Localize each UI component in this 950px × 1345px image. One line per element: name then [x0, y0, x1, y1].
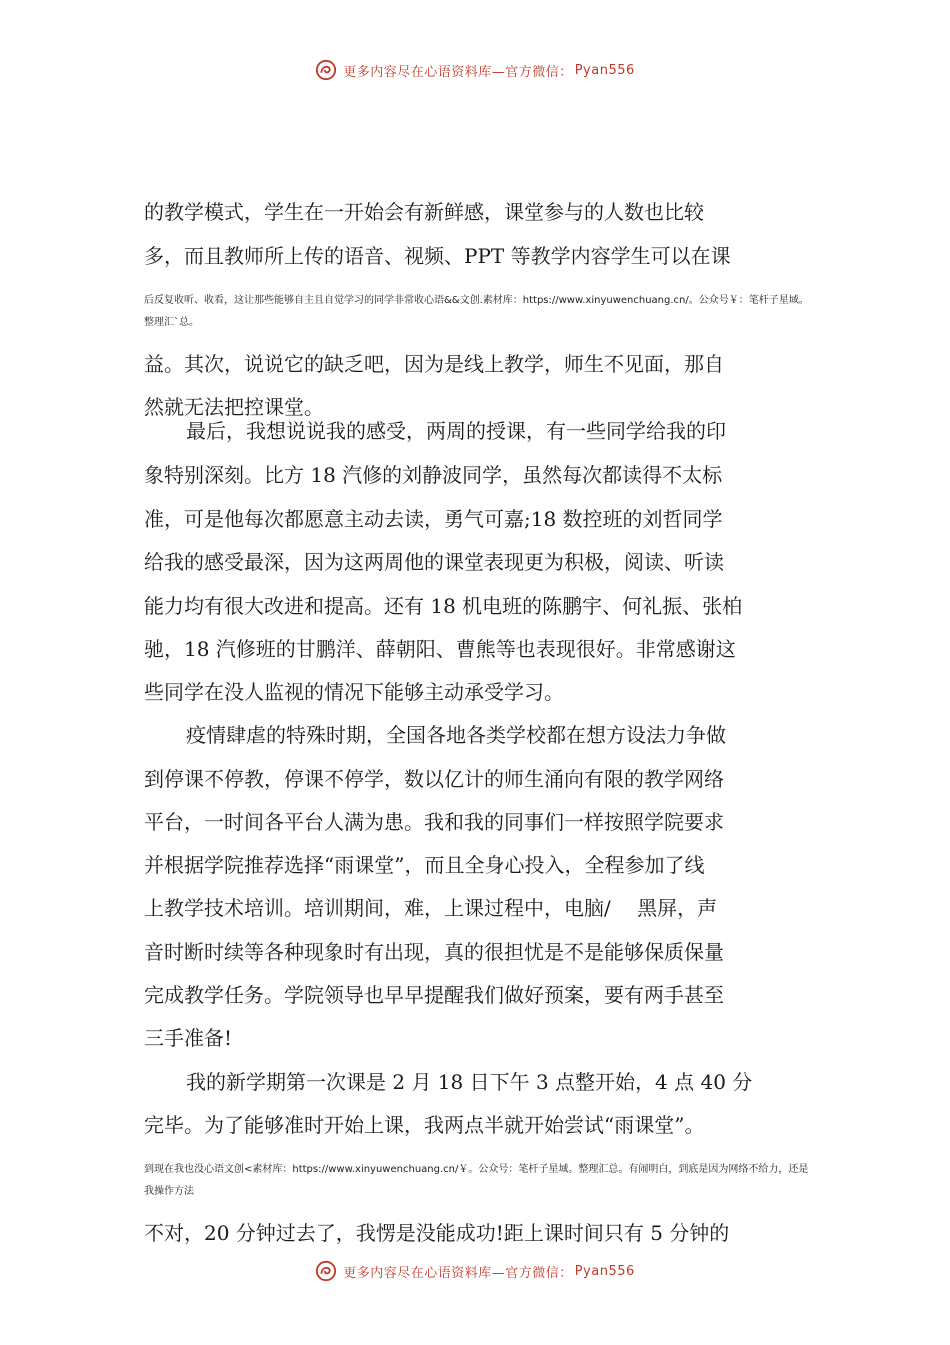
- body-line: 象特别深刻。比方 18 汽修的刘静波同学，虽然每次都读得不太标: [144, 463, 723, 487]
- body-line: 疫情肆虐的特殊时期，全国各地各类学校都在想方设法力争做: [186, 723, 726, 747]
- body-line: 到停课不停教，停课不停学，数以亿计的师生涌向有限的教学网络: [144, 767, 724, 791]
- body-line: 能力均有很大改进和提高。还有 18 机电班的陈鹏宇、何礼振、张柏: [144, 594, 743, 618]
- body-line: 音时断时续等各种现象时有出现，真的很担忧是不是能够保质保量: [144, 940, 724, 964]
- body-line: 最后，我想说说我的感受，两周的授课，有一些同学给我的印: [186, 419, 726, 443]
- body-line: 给我的感受最深，因为这两周他的课堂表现更为积极，阅读、听读: [144, 550, 724, 574]
- banner-text: 更多内容尽在心语资料库—官方微信：: [343, 1265, 573, 1281]
- watermark-note: 到现在我也没心语文创<素材库：https://www.xinyuwenchuang.cn/￥。公众号：笔杆子星域。整理汇总。有闹明白，到底是因为网络不给力，还是: [144, 1164, 809, 1175]
- watermark-note: 后反复收听、收看，这让那些能够自主且自觉学习的同学非常收心语&&文创.素材库：https://www.xinyuwenchuang.cn/。公众号￥：笔杆子星域。: [144, 295, 809, 306]
- body-line: 三手准备!: [144, 1026, 233, 1050]
- body-line: 并根据学院推荐选择“雨课堂”，而且全身心投入，全程参加了线: [144, 853, 705, 877]
- body-line: 然就无法把控课堂。: [144, 395, 324, 419]
- body-line: 驰，18 汽修班的甘鹏洋、薛朝阳、曹熊等也表现很好。非常感谢这: [144, 637, 736, 661]
- watermark-note: 整理汇`总。: [144, 317, 199, 328]
- body-line: 益。其次，说说它的缺乏吧，因为是线上教学，师生不见面，那自: [144, 352, 724, 376]
- watermark-note: 我操作方法: [144, 1186, 194, 1197]
- body-line: 平台，一时间各平台人满为患。我和我的同事们一样按照学院要求: [144, 810, 724, 834]
- footer-banner: [0, 1256, 950, 1286]
- header-banner: [0, 55, 950, 85]
- body-line: 完毕。为了能够准时开始上课，我两点半就开始尝试“雨课堂”。: [144, 1113, 705, 1137]
- banner-wechat-id: Pyan556: [574, 62, 635, 78]
- body-line: 完成教学任务。学院领导也早早提醒我们做好预案，要有两手甚至: [144, 983, 724, 1007]
- swirl-logo-icon: [315, 1260, 337, 1282]
- body-line: 上教学技术培训。培训期间，难，上课过程中，电脑/ 黑屏，声: [144, 896, 718, 920]
- swirl-logo-icon: [315, 59, 337, 81]
- body-line: 的教学模式，学生在一开始会有新鲜感，课堂参与的人数也比较: [144, 200, 704, 224]
- banner-wechat-id: Pyan556: [574, 1263, 635, 1279]
- body-line: 准，可是他每次都愿意主动去读，勇气可嘉;18 数控班的刘哲同学: [144, 507, 723, 531]
- body-line: 不对，20 分钟过去了，我愣是没能成功!距上课时间只有 5 分钟的: [144, 1221, 730, 1245]
- body-line: 多，而且教师所上传的语音、视频、PPT 等教学内容学生可以在课: [144, 244, 731, 268]
- body-line: 我的新学期第一次课是 2 月 18 日下午 3 点整开始，4 点 40 分: [186, 1070, 753, 1094]
- banner-text: 更多内容尽在心语资料库—官方微信：: [343, 64, 573, 80]
- body-line: 些同学在没人监视的情况下能够主动承受学习。: [144, 680, 564, 704]
